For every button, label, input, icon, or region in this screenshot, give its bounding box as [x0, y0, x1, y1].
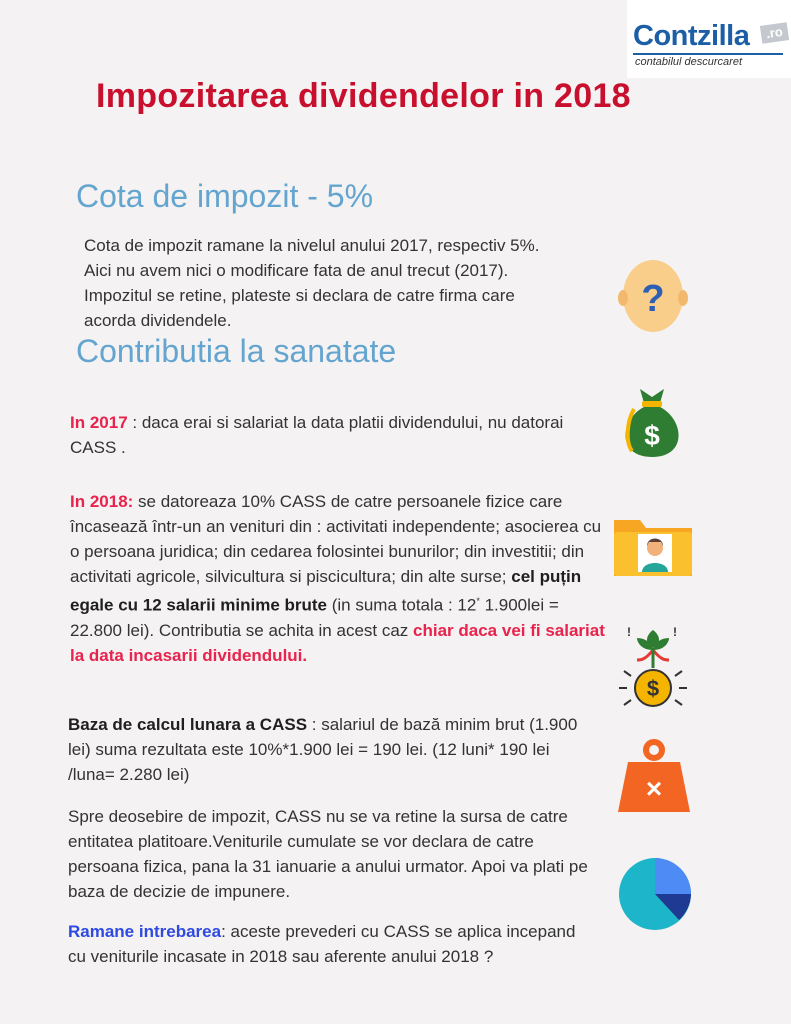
question-head-icon — [614, 256, 692, 342]
text-question: : aceste prevederi cu CASS se aplica incepand cu veniturile incasate in 2018 sau aferente anului 2018 ? — [68, 922, 576, 966]
user-folder-icon — [612, 512, 694, 578]
paragraph-calc-base — [68, 712, 593, 787]
text-2018: se datoreaza 10% CASS de catre persoanele fizice care încasează într-un an venituri din : activitati independente; asocierea cu o persoana juridica; din cedarea folosintei bunurilor; din investitii; din activitati agricole, silvicultura si piscicultura; din alte surse; — [70, 492, 602, 586]
text-2018-highlight: chiar daca vei fi salariat la data incasarii dividendului. — [70, 620, 605, 665]
paragraph-question — [68, 919, 593, 969]
weight-cross: × — [645, 773, 663, 804]
brand-logo[interactable] — [627, 0, 791, 78]
money-plant-icon — [615, 620, 691, 710]
text-2018-total: (in suma totala : 12 — [327, 595, 477, 615]
logo-underline — [633, 53, 783, 55]
paragraph-2018 — [70, 489, 605, 668]
plant-exclaim-right: ! — [673, 625, 677, 639]
label-question: Ramane intrebarea — [68, 922, 222, 941]
money-bag-icon — [612, 383, 692, 461]
logo-name: Contzilla — [633, 20, 750, 52]
text-2018-sup: * — [476, 596, 480, 606]
text-2018-total-2: 1.900lei = 22.800 lei). Contributia se achita in acest caz — [70, 595, 559, 640]
section-heading-health-contribution: Contributia la sanatate — [76, 333, 397, 369]
text-calc-base: : salariul de bază minim brut (1.900 lei) suma rezultata este 10%*1.900 lei = 190 lei. (12 luni* 190 lei /luna= 2.280 lei) — [68, 715, 578, 784]
logo-tld: .ro — [760, 22, 789, 44]
label-2017: In 2017 — [70, 413, 128, 432]
question-mark-glyph: ? — [641, 278, 665, 320]
tax-rate-paragraph: Cota de impozit ramane la nivelul anului 2017, respectiv 5%. Aici nu avem nici o modificare fata de anul trecut (2017). Impozitul se retine, plateste si declara de catre firma care acorda dividendele. — [84, 236, 540, 330]
plant-coin-dollar: $ — [646, 676, 660, 701]
logo-tagline: contabilul descurcaret — [635, 56, 743, 68]
page-title: Impozitarea dividendelor in 2018 — [96, 77, 631, 115]
text-2017: : daca erai si salariat la data platii dividendului, nu datorai CASS . — [70, 413, 564, 457]
label-calc-base: Baza de calcul lunara a CASS — [68, 715, 308, 734]
weight-icon — [614, 738, 694, 814]
money-bag-dollar: $ — [644, 420, 660, 451]
plant-exclaim-left: ! — [627, 625, 631, 639]
paragraph-2017 — [70, 410, 595, 460]
threshold-bold: cel puțin egale cu 12 salarii minime brute — [70, 567, 582, 615]
pie-chart-icon — [617, 856, 693, 932]
section-heading-tax-rate: Cota de impozit - 5% — [76, 178, 374, 214]
label-2018: In 2018: — [70, 492, 134, 511]
paragraph-difference: Spre deosebire de impozit, CASS nu se va retine la sursa de catre entitatea platitoare.Veniturile cumulate se vor declara de catre persoana fizica, pana la 31 ianuarie a anului urmator. Apoi va plati pe baza de decizie de impunere. — [68, 807, 588, 901]
